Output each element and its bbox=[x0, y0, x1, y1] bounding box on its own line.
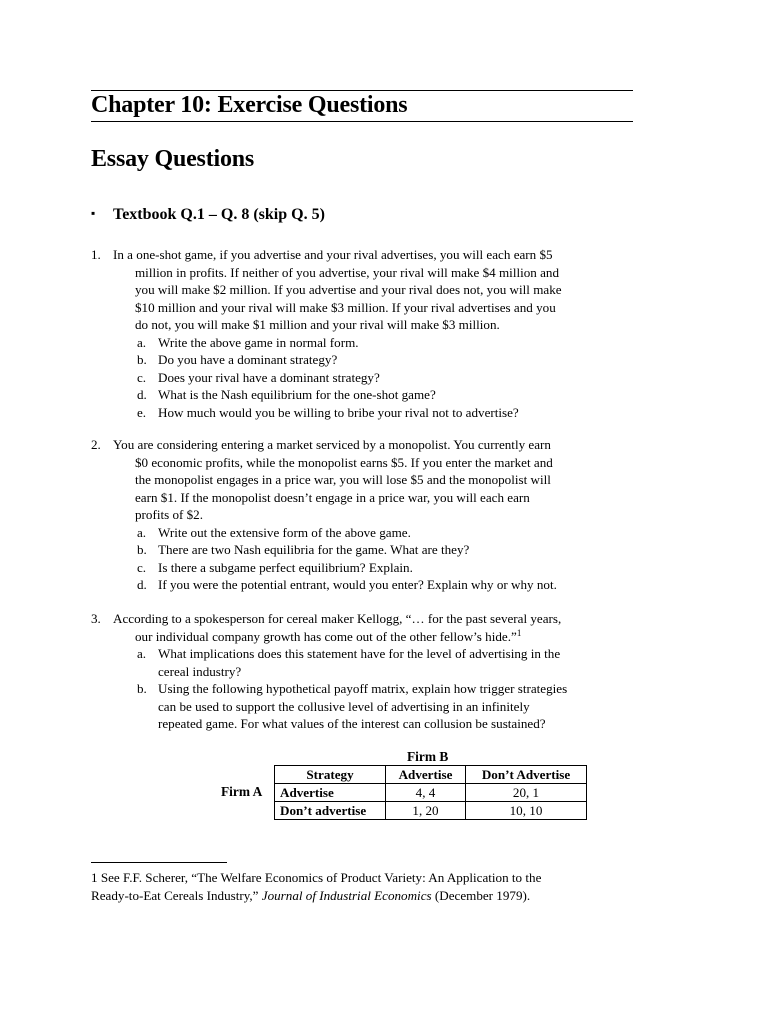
sub-question: c. Is there a subgame perfect equilibrium? Explain. bbox=[137, 559, 413, 575]
footnote-separator bbox=[91, 862, 227, 863]
sub-question: a. Write out the extensive form of the above game. bbox=[137, 524, 411, 540]
header-cell: Advertise bbox=[386, 766, 466, 784]
sub-question: b. Using the following hypothetical payoff matrix, explain how trigger strategies can be used to support the collusive level of advertising in an infinitely repeated game. For what values of the interest can collusion be sustained? bbox=[137, 681, 568, 731]
sub-questions bbox=[91, 645, 636, 733]
section-title: Essay Questions bbox=[91, 146, 255, 172]
table-header-row bbox=[275, 766, 587, 784]
question-number: 1. bbox=[91, 247, 101, 262]
top-rule bbox=[91, 90, 633, 91]
question-number: 3. bbox=[91, 611, 101, 626]
footnote-reference[interactable]: 1 bbox=[516, 627, 522, 638]
question-text: In a one-shot game, if you advertise and your rival advertises, you will each earn $5 million in profits. If neither of you advertise, your rival will make $4 million and you will make $2 million. If you advertise and your rival does not, you will make $10 million and your rival will make $3 million. If your rival advertises and you do not, you will make $1 million and your rival will make $3 million. bbox=[113, 247, 562, 332]
journal-title: Journal of Industrial Economics bbox=[261, 888, 432, 903]
sub-question: e. How much would you be willing to bribe your rival not to advertise? bbox=[137, 404, 519, 420]
footnote: 1 See F.F. Scherer, “The Welfare Economics of Product Variety: An Application to the Ready-to-Eat Cereals Industry,” Journal of Industrial Economics (December 1979). bbox=[91, 870, 542, 903]
payoff-cell: 4, 4 bbox=[386, 784, 466, 802]
chapter-title: Chapter 10: Exercise Questions bbox=[91, 92, 408, 118]
sub-question: a. Write the above game in normal form. bbox=[137, 334, 359, 350]
sub-question: d. What is the Nash equilibrium for the one-shot game? bbox=[137, 387, 436, 402]
bullet-text: Textbook Q.1 – Q. 8 (skip Q. 5) bbox=[113, 206, 325, 223]
table-row bbox=[275, 784, 587, 802]
payoff-cell: 20, 1 bbox=[466, 784, 587, 802]
firm-b-label: Firm B bbox=[407, 749, 449, 764]
question-2 bbox=[91, 436, 636, 594]
sub-questions bbox=[91, 334, 636, 422]
question-text: According to a spokesperson for cereal maker Kellogg, “… for the past several years, our individual company growth has come out of the other fellow’s hide.”$^1$ bbox=[113, 611, 562, 644]
question-text: You are considering entering a market serviced by a monopolist. You currently earn $0 economic profits, while the monopolist earns $5. If you enter the market and the monopolist engages in a price war, you will lose $5 and the monopolist will earn $1. If the monopolist doesn’t engage in a price war, you will each earn profits of $2. bbox=[113, 437, 553, 522]
question-1 bbox=[91, 246, 636, 421]
textbook-bullet bbox=[91, 206, 325, 224]
sub-question: d. If you were the potential entrant, would you enter? Explain why or why not. bbox=[137, 577, 557, 592]
title-rule bbox=[91, 121, 633, 122]
square-bullet-icon: ▪ bbox=[91, 206, 96, 220]
question-number: 2. bbox=[91, 437, 101, 452]
sub-question: c. Does your rival have a dominant strategy? bbox=[137, 369, 380, 385]
strategy-cell: Don’t advertise bbox=[275, 802, 386, 820]
sub-question: a. What implications does this statement have for the level of advertising in the cereal industry? bbox=[137, 646, 561, 679]
payoff-cell: 1, 20 bbox=[386, 802, 466, 820]
sub-questions bbox=[91, 524, 636, 594]
firm-a-label: Firm A bbox=[221, 784, 263, 799]
sub-question: b. There are two Nash equilibria for the game. What are they? bbox=[137, 542, 470, 557]
payoff-matrix bbox=[274, 765, 587, 820]
table-row bbox=[275, 802, 587, 820]
header-cell: Strategy bbox=[275, 766, 386, 784]
payoff-cell: 10, 10 bbox=[466, 802, 587, 820]
question-3 bbox=[91, 610, 636, 733]
header-cell: Don’t Advertise bbox=[466, 766, 587, 784]
strategy-cell: Advertise bbox=[275, 784, 386, 802]
sub-question: b. Do you have a dominant strategy? bbox=[137, 352, 338, 367]
